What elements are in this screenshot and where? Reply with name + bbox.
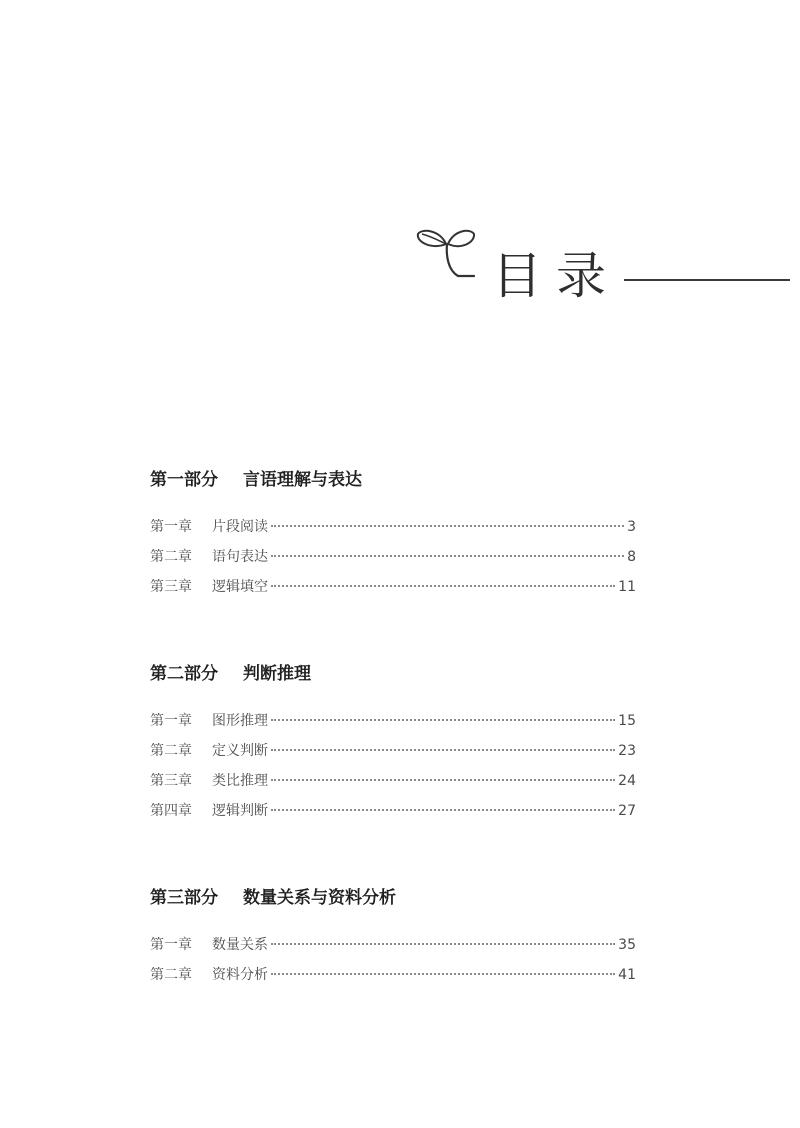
- page-number: 41: [618, 967, 636, 983]
- chapter-number: 第三章: [150, 773, 192, 789]
- dot-leader: [271, 719, 615, 721]
- section-name: 数量关系与资料分析: [243, 888, 396, 908]
- section-title: [150, 886, 636, 910]
- toc-entry[interactable]: [150, 542, 636, 572]
- section-part-label: 第三部分: [150, 888, 218, 908]
- chapter-name: 定义判断: [212, 743, 268, 759]
- section-name: 判断推理: [243, 664, 311, 684]
- page-title: 目录: [492, 247, 620, 305]
- chapter-name: 资料分析: [212, 967, 268, 983]
- chapter-number: 第一章: [150, 713, 192, 729]
- section-name: 言语理解与表达: [243, 470, 362, 490]
- page-number: 24: [618, 773, 636, 789]
- page-number: 27: [618, 803, 636, 819]
- section-part-label: 第二部分: [150, 664, 218, 684]
- toc-entry[interactable]: [150, 512, 636, 542]
- page-number: 8: [627, 549, 636, 565]
- chapter-name: 数量关系: [212, 937, 268, 953]
- dot-leader: [271, 749, 615, 751]
- page-number: 3: [627, 519, 636, 535]
- page-number: 11: [618, 579, 636, 595]
- page-number: 35: [618, 937, 636, 953]
- dot-leader: [271, 973, 615, 975]
- section-title: [150, 662, 636, 686]
- dot-leader: [271, 585, 615, 587]
- toc-entry[interactable]: [150, 736, 636, 766]
- dot-leader: [271, 809, 615, 811]
- toc-entry[interactable]: [150, 930, 636, 960]
- chapter-name: 类比推理: [212, 773, 268, 789]
- toc-entry[interactable]: [150, 766, 636, 796]
- dot-leader: [271, 779, 615, 781]
- chapter-number: 第二章: [150, 549, 192, 565]
- chapter-name: 片段阅读: [212, 519, 268, 535]
- chapter-number: 第二章: [150, 743, 192, 759]
- chapter-number: 第一章: [150, 519, 192, 535]
- page-number: 15: [618, 713, 636, 729]
- page-number: 23: [618, 743, 636, 759]
- chapter-number: 第二章: [150, 967, 192, 983]
- chapter-name: 语句表达: [212, 549, 268, 565]
- section-part-label: 第一部分: [150, 470, 218, 490]
- chapter-number: 第三章: [150, 579, 192, 595]
- toc-entry[interactable]: [150, 796, 636, 826]
- chapter-name: 逻辑填空: [212, 579, 268, 595]
- chapter-number: 第一章: [150, 937, 192, 953]
- toc-header: [412, 222, 792, 312]
- sprout-icon: [412, 222, 482, 284]
- toc-section-part2: [150, 662, 636, 826]
- chapter-name: 逻辑判断: [212, 803, 268, 819]
- section-title: [150, 468, 636, 492]
- toc-entry[interactable]: [150, 706, 636, 736]
- title-rule: [624, 279, 790, 281]
- dot-leader: [271, 943, 615, 945]
- toc-entry[interactable]: [150, 572, 636, 602]
- toc-section-part3: [150, 886, 636, 990]
- toc-entry[interactable]: [150, 960, 636, 990]
- toc-section-part1: [150, 468, 636, 602]
- chapter-number: 第四章: [150, 803, 192, 819]
- chapter-name: 图形推理: [212, 713, 268, 729]
- dot-leader: [271, 525, 624, 527]
- dot-leader: [271, 555, 624, 557]
